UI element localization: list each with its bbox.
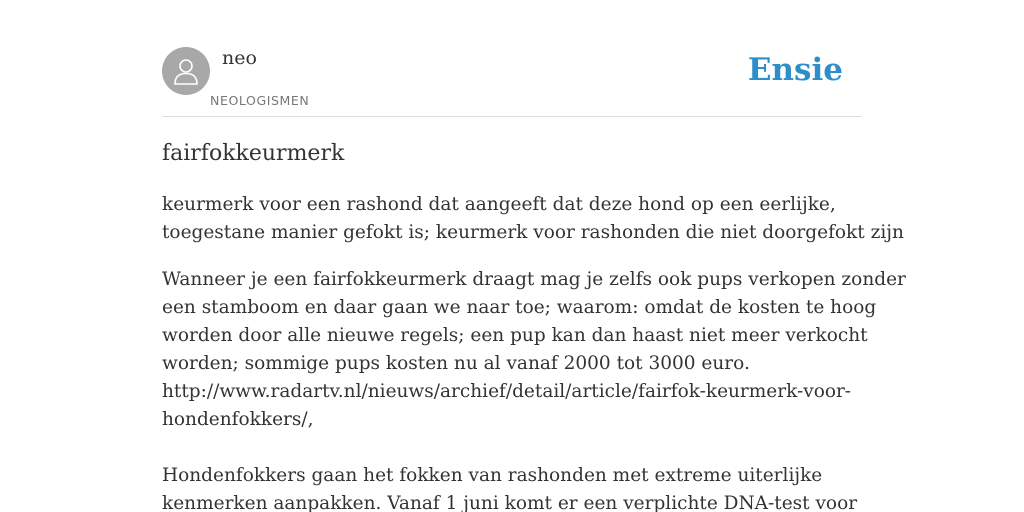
blank-line (162, 434, 862, 462)
user-silhouette-icon (171, 56, 201, 86)
example-line: kenmerken aanpakken. Vanaf 1 juni komt er een verplichte DNA-test voor (162, 493, 858, 512)
example-source-line: http://www.radartv.nl/nieuws/archief/detail/article/fairfok-keurmerk-voor- (162, 381, 852, 402)
entry-example (162, 266, 906, 512)
brand-logo[interactable]: Ensie (747, 52, 843, 88)
entry-header (162, 46, 862, 117)
definition-line: keurmerk voor een rashond dat aangeeft dat deze hond op een eerlijke, (162, 194, 836, 215)
avatar[interactable] (162, 47, 210, 95)
entry-content (162, 138, 906, 512)
definition-line: toegestane manier gefokt is; keurmerk voor rashonden die niet doorgefokt zijn (162, 222, 904, 243)
example-line: Hondenfokkers gaan het fokken van rashonden met extreme uiterlijke (162, 465, 823, 486)
author-name-link[interactable]: neo (222, 47, 257, 69)
example-source-line: hondenfokkers/, (162, 409, 314, 430)
example-line: Wanneer je een fairfokkeurmerk draagt mag je zelfs ook pups verkopen zonder (162, 269, 906, 290)
example-line: worden; sommige pups kosten nu al vanaf 2000 tot 3000 euro. (162, 353, 750, 374)
category-link[interactable]: NEOLOGISMEN (210, 93, 310, 108)
example-line: een stamboom en daar gaan we naar toe; waarom: omdat de kosten te hoog (162, 297, 877, 318)
entry-definition (162, 191, 904, 247)
example-line: worden door alle nieuwe regels; een pup kan dan haast niet meer verkocht (162, 325, 868, 346)
entry-title: fairfokkeurmerk (162, 141, 345, 166)
